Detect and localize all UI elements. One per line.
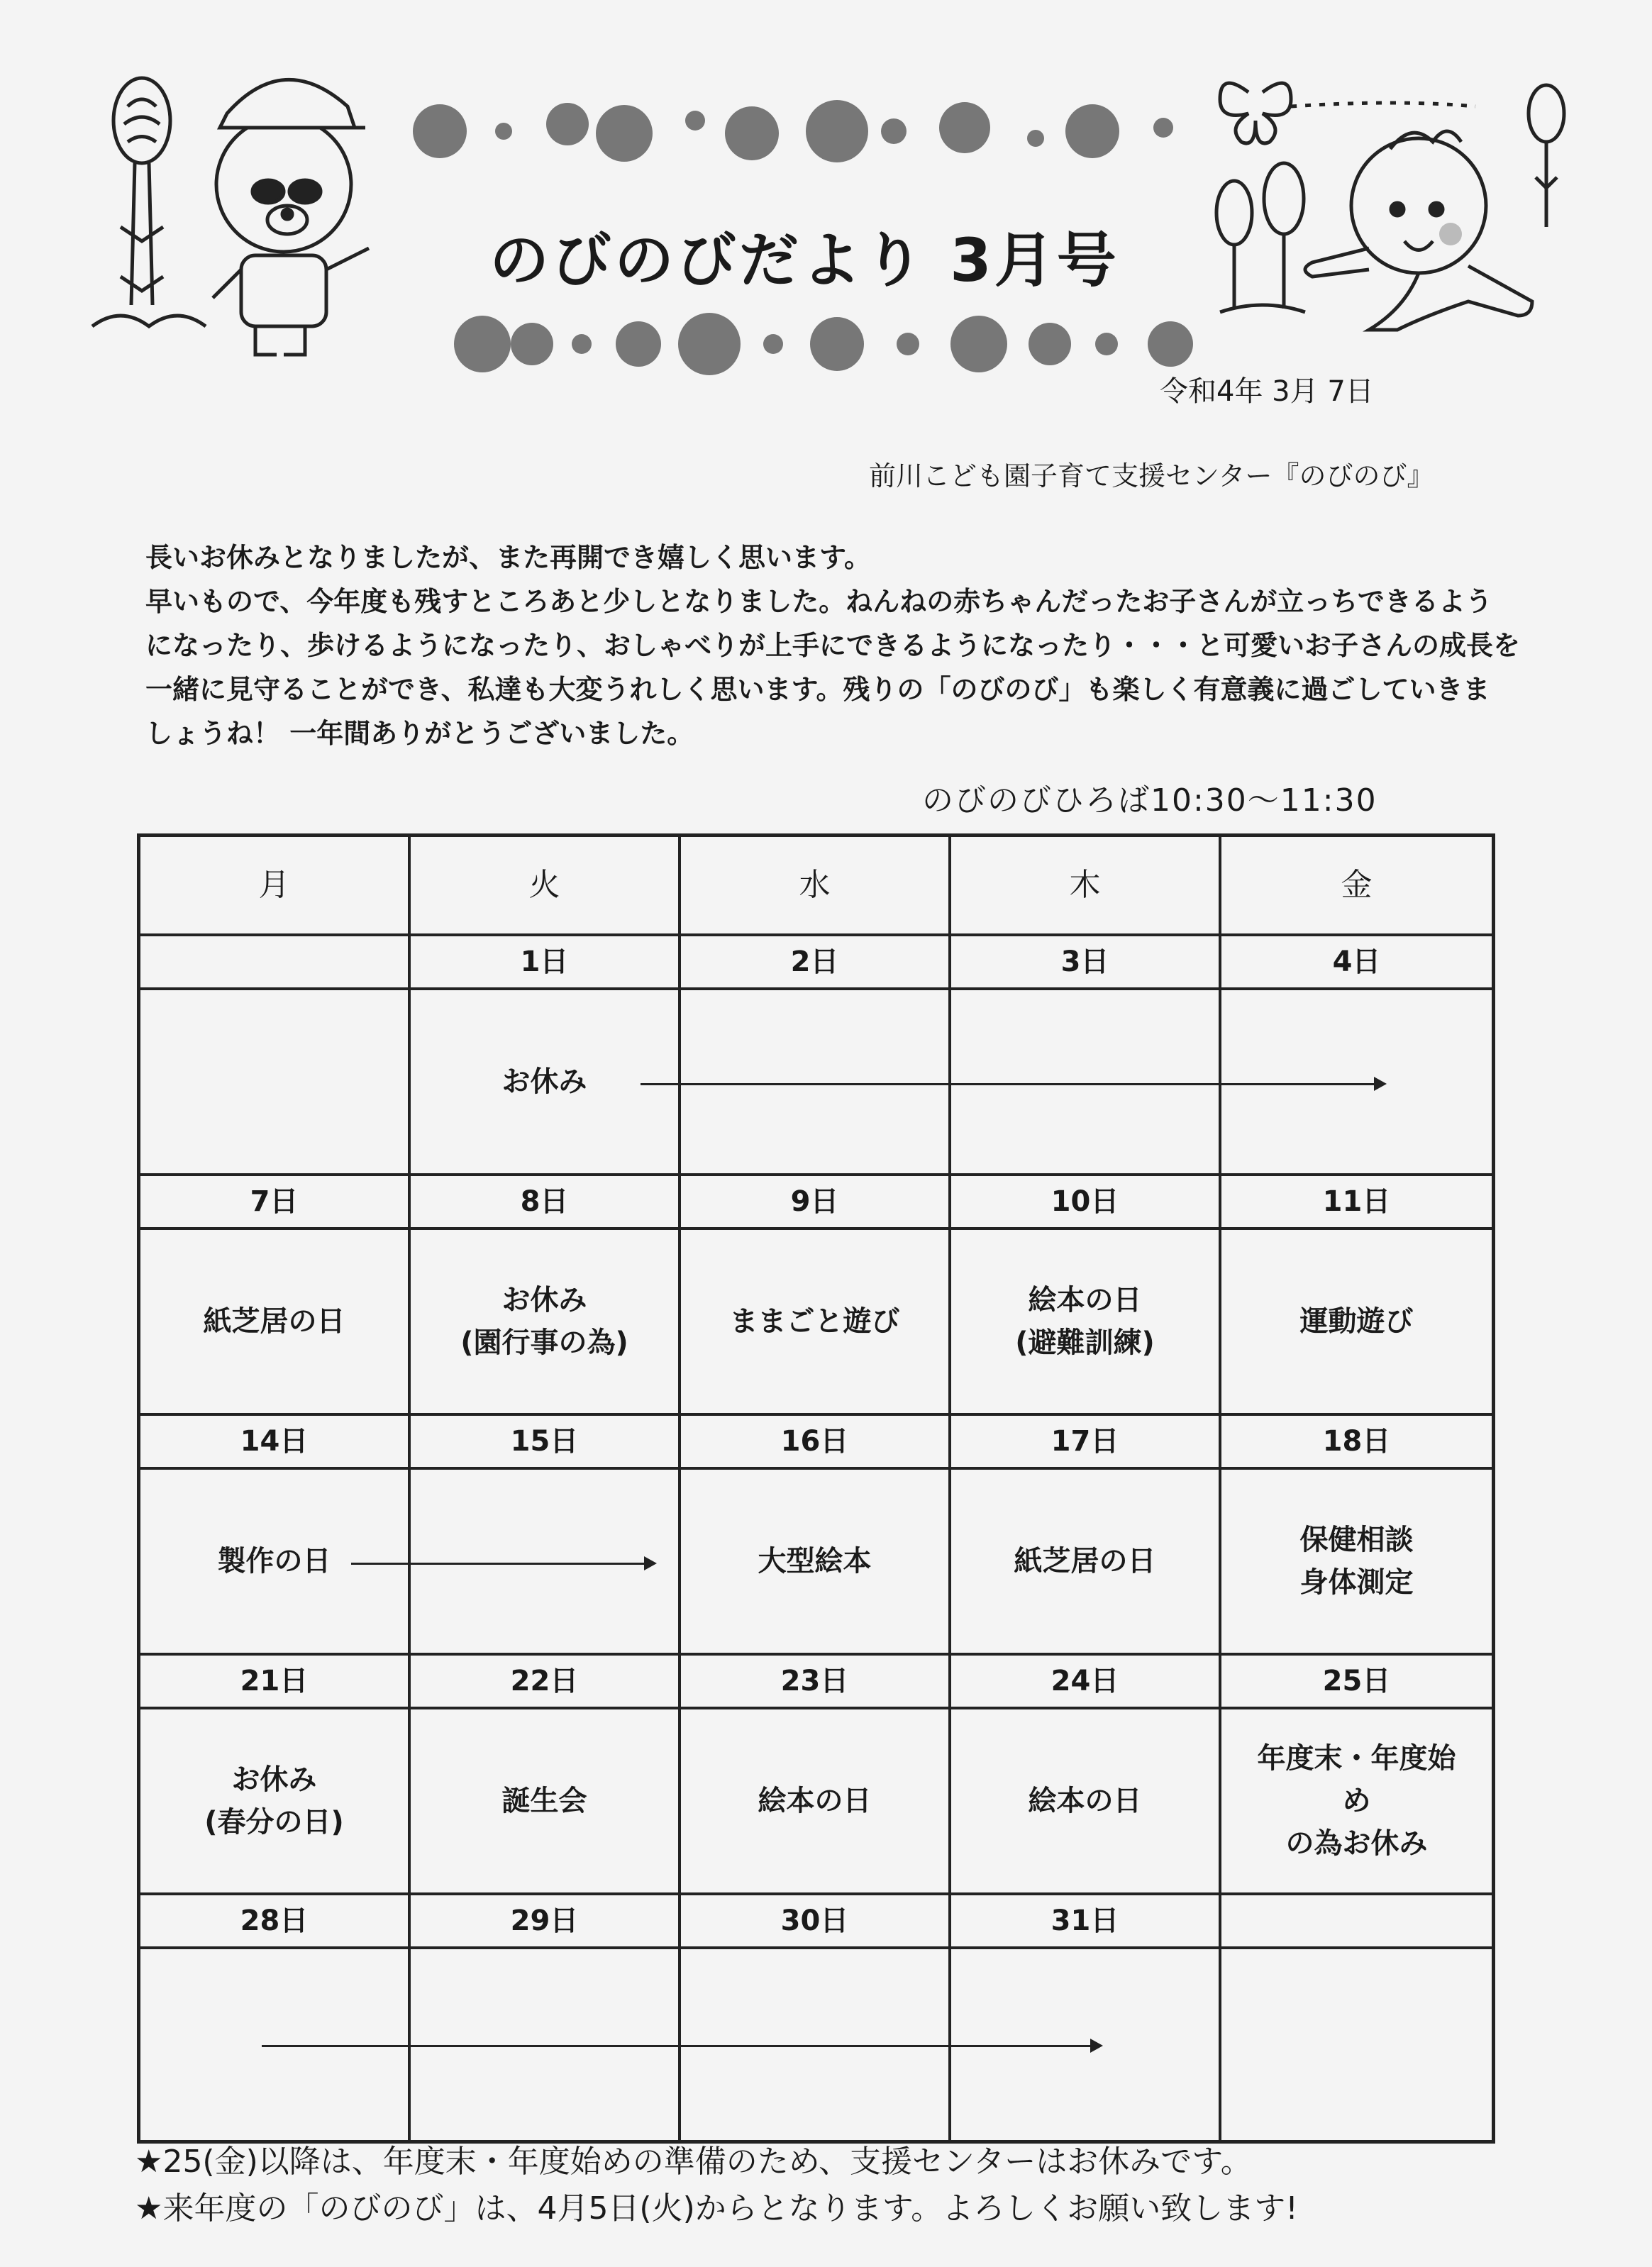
top-dots-decoration	[397, 99, 1192, 170]
event-cell: 絵本の日 (避難訓練)	[951, 1230, 1221, 1416]
bear-illustration	[85, 50, 383, 362]
continuation-arrow	[351, 1563, 654, 1565]
date-cell: 24日	[951, 1656, 1221, 1709]
date-cell: 3日	[951, 936, 1221, 990]
event-cell	[140, 990, 411, 1176]
event-cell: 運動遊び	[1221, 1230, 1492, 1416]
date-cell: 7日	[140, 1176, 411, 1230]
date-cell: 14日	[140, 1416, 411, 1470]
date-cell: 21日	[140, 1656, 411, 1709]
bottom-dots-decoration	[440, 305, 1206, 383]
event-cell: お休み	[411, 990, 681, 1176]
event-cell: お休み (園行事の為)	[411, 1230, 681, 1416]
intro-line: 長いお休みとなりましたが、また再開でき嬉しく思います。	[145, 542, 871, 573]
issue-date: 令和4年 3月 7日	[1160, 375, 1374, 408]
date-cell: 23日	[681, 1656, 951, 1709]
intro-line: 早いもので、今年度も残すところあと少しとなりました。ねんねの赤ちゃんだったお子さんが立っちできるよう	[145, 586, 1492, 617]
date-cell: 9日	[681, 1176, 951, 1230]
continuation-arrow	[641, 1083, 1384, 1085]
intro-line: しょうね！ 一年間ありがとうございました。	[145, 718, 694, 749]
baby-illustration	[1206, 64, 1603, 340]
event-cell: ままごと遊び	[681, 1230, 951, 1416]
event-cell: 保健相談 身体測定	[1221, 1470, 1492, 1656]
event-cell: 絵本の日	[951, 1709, 1221, 1895]
weekday-header: 金	[1221, 837, 1492, 936]
open-hours: のびのびひろば10:30～11:30	[922, 782, 1377, 819]
date-cell: 22日	[411, 1656, 681, 1709]
event-cell: 年度末・年度始 め の為お休み	[1221, 1709, 1492, 1895]
date-cell: 10日	[951, 1176, 1221, 1230]
event-cell: 誕生会	[411, 1709, 681, 1895]
newsletter-title: のびのびだより 3月号	[489, 226, 1119, 295]
date-cell: 30日	[681, 1895, 951, 1949]
weekday-header: 水	[681, 837, 951, 936]
intro-line: になったり、歩けるようになったり、おしゃべりが上手にできるようになったり・・・と可愛いお子さんの成長を	[145, 630, 1521, 661]
date-cell: 15日	[411, 1416, 681, 1470]
date-cell: 29日	[411, 1895, 681, 1949]
weekday-header: 月	[140, 837, 411, 936]
event-cell: お休み (春分の日)	[140, 1709, 411, 1895]
date-cell	[1221, 1895, 1492, 1949]
event-cell: 大型絵本	[681, 1470, 951, 1656]
event-cell: 絵本の日	[681, 1709, 951, 1895]
note-line: ★25(金)以降は、年度末・年度始めの準備のため、支援センターはお休みです。	[135, 2144, 1252, 2180]
date-cell: 28日	[140, 1895, 411, 1949]
note-line: ★来年度の「のびのび」は、4月5日(火)からとなります。よろしくお願い致します!	[135, 2190, 1298, 2227]
date-cell: 1日	[411, 936, 681, 990]
notes	[135, 2139, 1298, 2232]
date-cell: 4日	[1221, 936, 1492, 990]
weekday-header: 木	[951, 837, 1221, 936]
date-cell: 8日	[411, 1176, 681, 1230]
intro-line: 一緒に見守ることができ、私達も大変うれしく思います。残りの「のびのび」も楽しく有意義に過ごしていきま	[145, 674, 1490, 705]
event-cell	[1221, 1949, 1492, 2140]
date-cell	[140, 936, 411, 990]
continuation-arrow	[262, 2045, 1099, 2047]
intro-message	[145, 536, 1521, 755]
date-cell: 16日	[681, 1416, 951, 1470]
calendar-table	[137, 833, 1495, 2144]
event-cell: 紙芝居の日	[951, 1470, 1221, 1656]
date-cell: 2日	[681, 936, 951, 990]
date-cell: 11日	[1221, 1176, 1492, 1230]
date-cell: 17日	[951, 1416, 1221, 1470]
date-cell: 31日	[951, 1895, 1221, 1949]
event-cell: 紙芝居の日	[140, 1230, 411, 1416]
date-cell: 18日	[1221, 1416, 1492, 1470]
date-cell: 25日	[1221, 1656, 1492, 1709]
weekday-header: 火	[411, 837, 681, 936]
organization-name: 前川こども園子育て支援センター『のびのび』	[869, 460, 1434, 492]
event-cell: 製作の日	[140, 1470, 411, 1656]
